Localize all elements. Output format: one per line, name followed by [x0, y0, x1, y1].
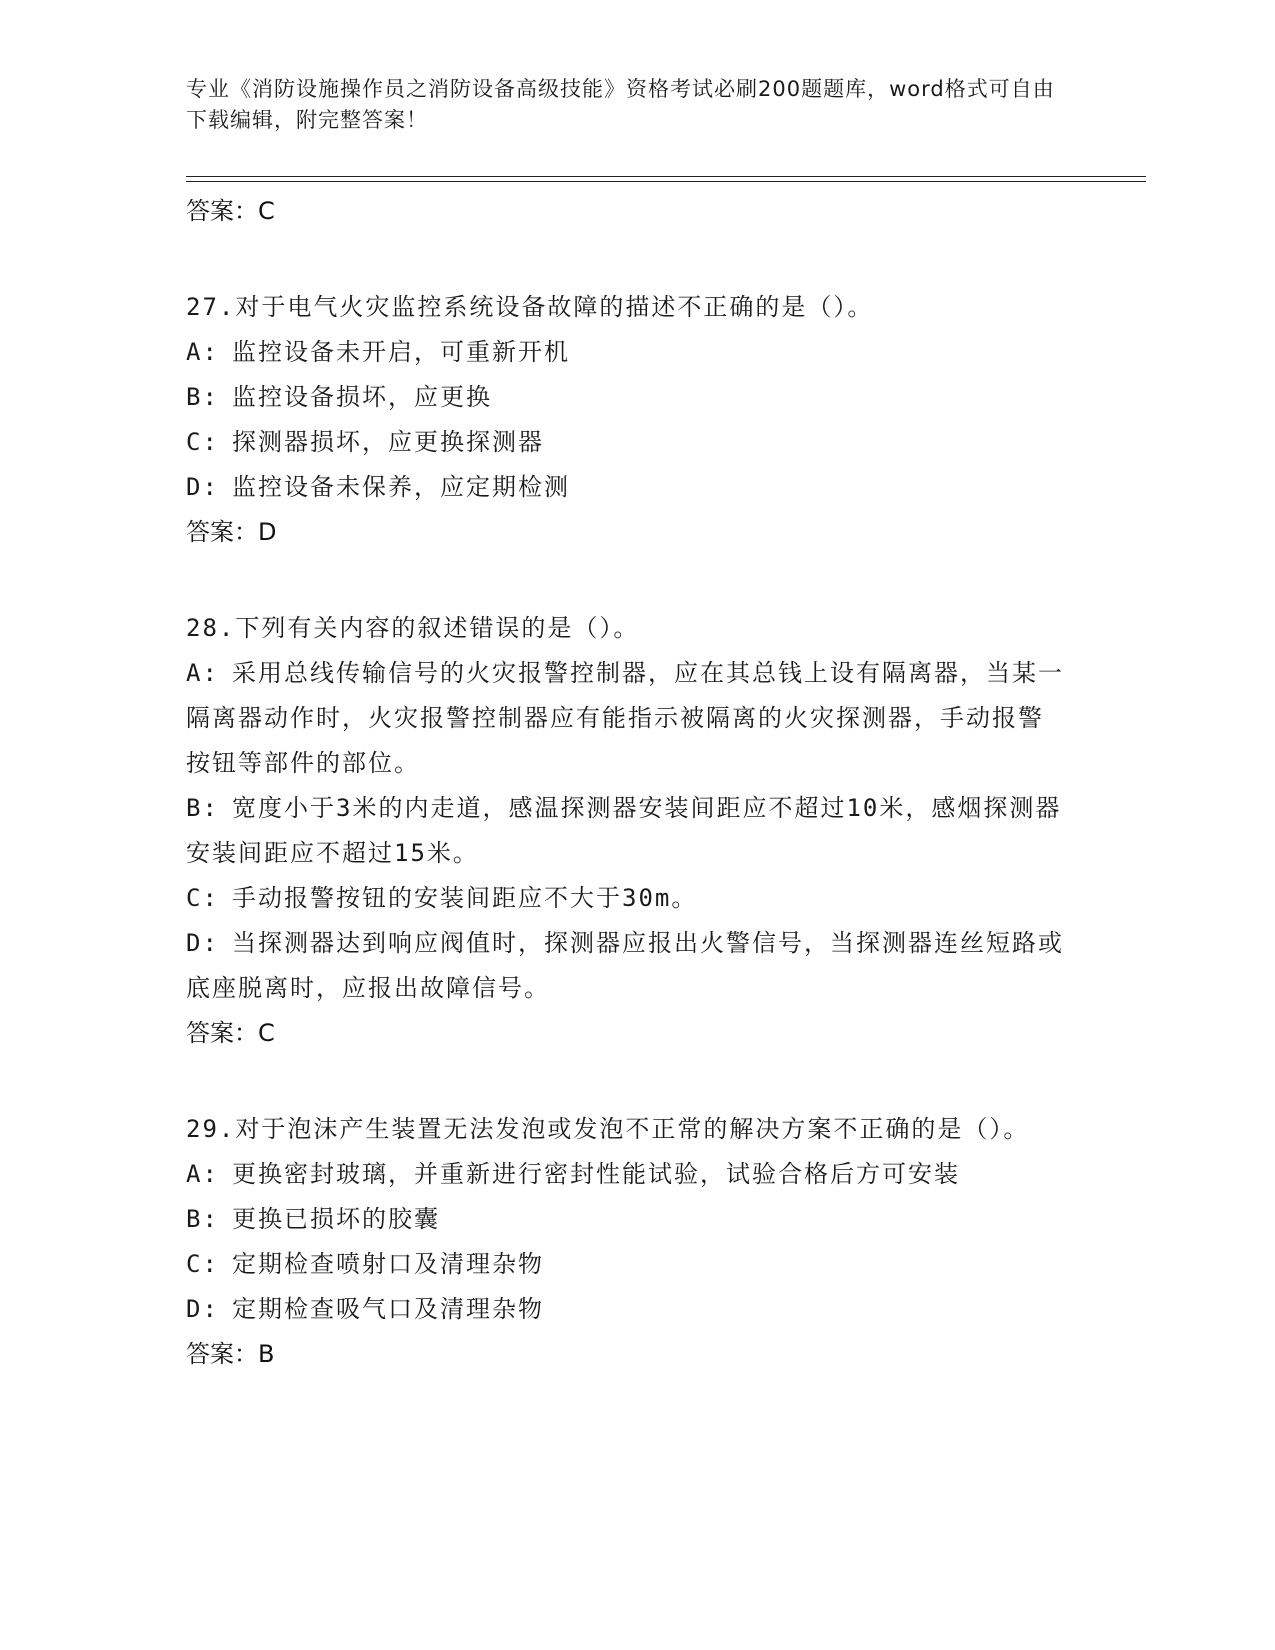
option-a [186, 1152, 1066, 1197]
option-text: 定期检查喷射口及清理杂物 [232, 1250, 544, 1278]
option-letter: A: [186, 338, 219, 366]
option-d [186, 921, 1066, 1011]
option-letter: D: [186, 1295, 219, 1323]
option-text: 监控设备损坏，应更换 [232, 383, 492, 411]
answer-line: 答案：D [186, 518, 277, 546]
option-text: 手动报警按钮的安装间距应不大于30m。 [232, 884, 698, 912]
option-a [186, 651, 1066, 786]
option-text: 监控设备未开启，可重新开机 [232, 338, 570, 366]
option-text: 探测器损坏，应更换探测器 [232, 428, 544, 456]
option-c [186, 420, 1066, 465]
question-27 [186, 285, 1066, 555]
option-b [186, 375, 1066, 420]
page-header: 专业《消防设施操作员之消防设备高级技能》资格考试必刷200题题库，word格式可自由下载编辑，附完整答案！ [186, 77, 1055, 132]
question-stem: 27.对于电气火灾监控系统设备故障的描述不正确的是（）。 [186, 293, 874, 321]
option-letter: B: [186, 383, 219, 411]
option-text: 定期检查吸气口及清理杂物 [232, 1295, 544, 1323]
option-text: 采用总线传输信号的火灾报警控制器，应在其总钱上设有隔离器，当某一隔离器动作时，火灾报警控制器应有能指示被隔离的火灾探测器，手动报警按钮等部件的部位。 [186, 659, 1064, 777]
option-text: 当探测器达到响应阀值时，探测器应报出火警信号，当探测器连丝短路或底座脱离时，应报出故障信号。 [186, 929, 1064, 1002]
option-letter: A: [186, 659, 219, 687]
option-text: 更换密封玻璃，并重新进行密封性能试验，试验合格后方可安装 [232, 1160, 960, 1188]
header-divider [186, 176, 1146, 177]
option-letter: C: [186, 428, 219, 456]
option-text: 更换已损坏的胶囊 [232, 1205, 440, 1233]
option-letter: B: [186, 794, 219, 822]
option-text: 宽度小于3米的内走道，感温探测器安装间距应不超过10米，感烟探测器安装间距应不超过15米。 [186, 794, 1062, 867]
option-d [186, 465, 1066, 510]
option-c [186, 1242, 1066, 1287]
answer-line: 答案：C [186, 197, 275, 225]
option-a [186, 330, 1066, 375]
option-letter: A: [186, 1160, 219, 1188]
option-letter: D: [186, 929, 219, 957]
question-stem: 28.下列有关内容的叙述错误的是（）。 [186, 614, 640, 642]
question-stem: 29.对于泡沫产生装置无法发泡或发泡不正常的解决方案不正确的是（）。 [186, 1115, 1030, 1143]
answer-line: 答案：C [186, 1019, 275, 1047]
option-letter: C: [186, 1250, 219, 1278]
option-c [186, 876, 1066, 921]
question-28 [186, 606, 1066, 1056]
option-letter: B: [186, 1205, 219, 1233]
header-divider-secondary [186, 181, 1146, 182]
option-text: 监控设备未保养，应定期检测 [232, 473, 570, 501]
question-29 [186, 1107, 1066, 1377]
option-d [186, 1287, 1066, 1332]
answer-line: 答案：B [186, 1340, 275, 1368]
option-letter: D: [186, 473, 219, 501]
document-body [186, 189, 1066, 1428]
option-b [186, 786, 1066, 876]
option-letter: C: [186, 884, 219, 912]
option-b [186, 1197, 1066, 1242]
